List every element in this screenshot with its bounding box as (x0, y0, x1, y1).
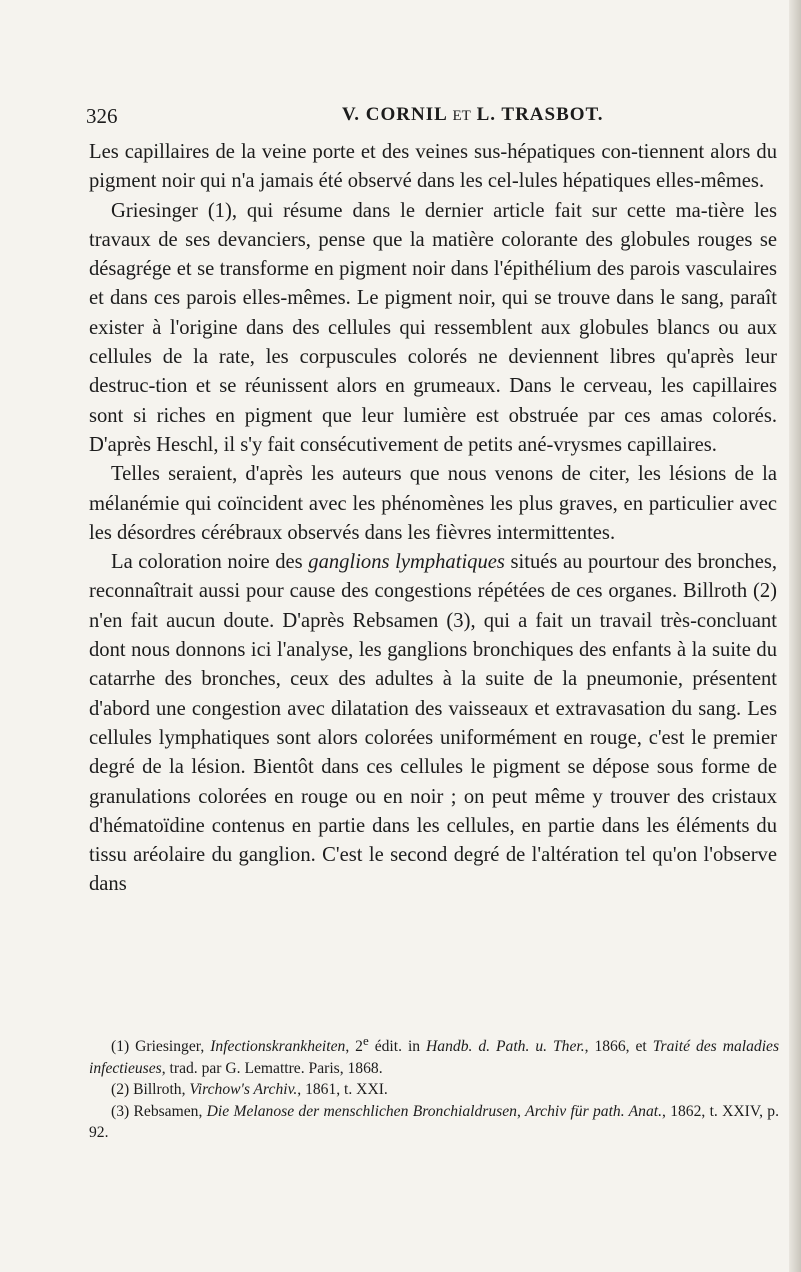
running-header (86, 104, 776, 134)
footnote-1-source: Handb. d. Path. u. Ther. (426, 1038, 585, 1056)
page-number: 326 (86, 104, 118, 128)
footnote-3 (89, 1101, 779, 1144)
footnote-3-part: (3) Rebsamen, (111, 1102, 207, 1120)
footnote-1-title: Infectionskrankheiten (210, 1038, 346, 1056)
page-edge-shadow (789, 0, 801, 1272)
footnote-1-part: , trad. par G. Lemattre. Paris, 1868. (161, 1059, 383, 1077)
paragraph-4-rest: situés au pourtour des bronches, reconnaîtrait aussi pour cause des congestions répétées de ces organes. Billroth (2) n'en fait aucun doute. D'après Rebsamen (3), qui a fait un travail très-concluant dont nous donnons ici l'analyse, les ganglions bronchiques des enfants à la suite du catarrhe des bronches, ceux des adultes à la suite de la pneumonie, présentent d'abord une congestion avec dilatation des vaisseaux et extravasation du sang. Les cellules lymphatiques sont alors colorées uniformément en rouge, c'est le premier degré de la lésion. Bientôt dans ces cellules le pigment se dépose sous forme de granulations colorées en rouge ou en noir ; on peut même y trouver des cristaux d'hématoïdine contenus en partie dans les cellules, en partie dans les éléments du tissu aréolaire du ganglion. C'est le second degré de l'altération tel qu'on l'observe dans (89, 551, 777, 896)
body-text (89, 138, 777, 900)
footnote-2 (89, 1079, 779, 1101)
footnote-2-part: (2) Billroth, (111, 1081, 190, 1099)
footnote-1-part: édit. in (368, 1038, 427, 1056)
footnote-2-source: Virchow's Archiv. (189, 1081, 298, 1099)
footnote-3-part: , 1862, t. XXIV, p. 92. (89, 1102, 780, 1142)
footnote-3-part: , (516, 1102, 526, 1120)
paragraph-3: Telles seraient, d'après les auteurs que nous venons de citer, les lésions de la mélanémie qui coïncident avec les phénomènes les plus graves, en particulier avec les désordres cérébraux observés dans les fièvres intermittentes. (89, 463, 777, 544)
footnote-1-part: , 2 (345, 1038, 363, 1056)
author-cornil: V. CORNIL (342, 104, 447, 125)
footnote-1-part: , 1866, et (584, 1038, 653, 1056)
running-head-authors (342, 104, 604, 126)
footnote-1-translation: Traité des maladies infectieuses (89, 1038, 780, 1077)
footnote-1 (89, 1030, 779, 1079)
author-trasbot: L. TRASBOT. (476, 104, 604, 125)
footnote-3-title: Die Melanose der menschlichen Bronchialdrusen (206, 1102, 517, 1120)
footnotes (89, 1030, 779, 1144)
footnote-3-source: Archiv für path. Anat. (525, 1102, 662, 1120)
paragraph-4-lead: La coloration noire des (111, 551, 309, 574)
footnote-1-sup: e (362, 1033, 369, 1048)
footnote-1-part: (1) Griesinger, (111, 1038, 211, 1056)
paragraph-4 (89, 548, 777, 900)
footnote-2-part: , 1861, t. XXI. (297, 1081, 388, 1099)
paragraph-1: Les capillaires de la veine porte et des veines sus-hépatiques con-tiennent alors du pigment noir qui n'a jamais été observé dans les cel-lules hépatiques elles-mêmes. (89, 141, 777, 193)
paragraph-4-emphasis: ganglions lymphatiques (308, 551, 505, 574)
author-conjunction: ET (452, 108, 471, 124)
paragraph-2: Griesinger (1), qui résume dans le dernier article fait sur cette ma-tière les travaux de ses devanciers, pense que la matière colorante des globules rouges se désagrége et se transforme en pigment noir dans l'épithélium des parois vasculaires et dans ces parois elles-mêmes. Le pigment noir, qui se trouve dans le sang, paraît exister à l'origine dans des cellules qui ressemblent aux globules blancs ou aux cellules de la rate, les corpuscules colorés ne deviennent libres qu'après leur destruc-tion et se réunissent alors en grumeaux. Dans le cerveau, les capillaires sont si riches en pigment que leur lumière est obstruée par ces amas colorés. D'après Heschl, il s'y fait consécutivement de petits ané-vrysmes capillaires. (89, 199, 777, 456)
